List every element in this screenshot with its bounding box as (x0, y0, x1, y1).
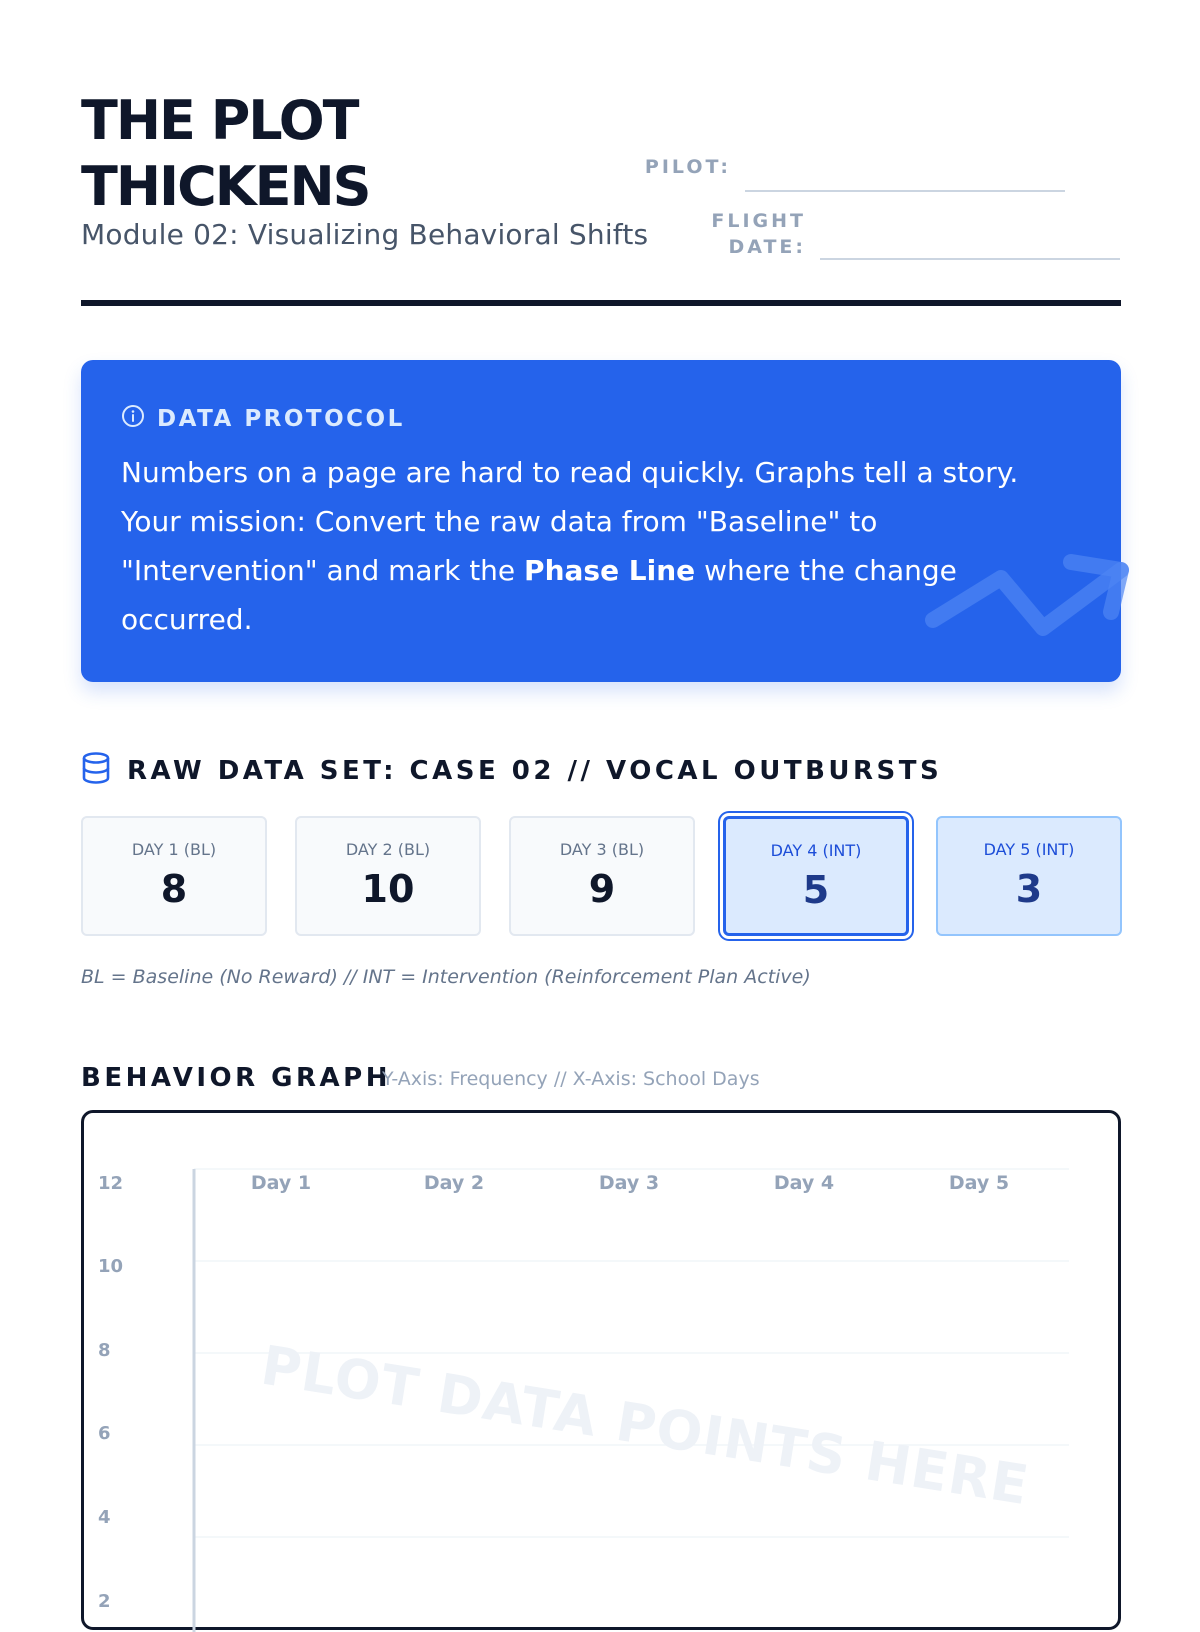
x-day-label: Day 1 (250, 1172, 312, 1194)
data-card-day: DAY 5 (INT) (983, 840, 1075, 859)
data-card-value: 9 (588, 867, 616, 911)
data-card-day-2[interactable] (295, 816, 481, 936)
trend-arrow-icon (921, 550, 1131, 655)
data-card-value: 8 (160, 867, 188, 911)
y-axis-ticks (98, 1173, 123, 1612)
flight-label-line-1: FLIGHT (711, 210, 806, 232)
data-card-value: 10 (361, 867, 415, 911)
protocol-header (121, 404, 405, 433)
raw-data-header (81, 752, 942, 789)
data-card-day-5[interactable] (936, 816, 1122, 936)
y-tick-label: 2 (98, 1591, 111, 1612)
data-card-day-1[interactable] (81, 816, 267, 936)
header-divider (81, 300, 1121, 306)
y-tick-label: 10 (98, 1256, 124, 1277)
data-protocol-panel (81, 360, 1121, 682)
protocol-text-bold: Phase Line (524, 554, 696, 587)
y-tick-label: 12 (98, 1173, 124, 1194)
pilot-label: PILOT: (644, 156, 731, 178)
protocol-label: DATA PROTOCOL (157, 405, 405, 432)
protocol-text (121, 448, 1051, 644)
flight-date-label (660, 208, 806, 260)
x-day-label: Day 2 (423, 1172, 485, 1194)
protocol-text-part-1: Numbers on a page are hard to read quickly. Graphs tell a story. Your mission: Convert the raw data from "Baseline" to "Intervention" and mark the (121, 456, 1019, 587)
x-day-label: Day 5 (948, 1172, 1010, 1194)
x-axis-day-labels (251, 1172, 1009, 1194)
graph-title: BEHAVIOR GRAPH (81, 1063, 391, 1093)
flight-date-field[interactable] (820, 258, 1120, 260)
graph-grid (84, 1113, 1118, 1627)
data-card-day: DAY 1 (BL) (131, 840, 217, 859)
pilot-field[interactable] (745, 190, 1065, 192)
abbreviation-note: BL = Baseline (No Reward) // INT = Intervention (Reinforcement Plan Active) (81, 966, 811, 988)
database-icon (81, 752, 111, 789)
flight-label-line-2: DATE: (728, 236, 806, 258)
graph-watermark: PLOT DATA POINTS HERE (256, 1333, 1034, 1518)
protocol-text-part-2: where the change occurred. (121, 554, 957, 636)
data-card-value: 5 (802, 868, 830, 912)
graph-axis-description: Y-Axis: Frequency // X-Axis: School Days (382, 1068, 760, 1090)
data-card-day: DAY 4 (INT) (770, 841, 862, 860)
y-tick-label: 8 (98, 1340, 111, 1361)
data-card-day-4[interactable] (723, 816, 909, 936)
y-tick-label: 6 (98, 1423, 111, 1444)
raw-data-label: RAW DATA SET: CASE 02 // VOCAL OUTBURSTS (127, 755, 943, 786)
page-subtitle: Module 02: Visualizing Behavioral Shifts (81, 218, 649, 251)
title-line-2: THICKENS (81, 155, 370, 218)
x-day-label: Day 4 (773, 1172, 835, 1194)
y-tick-label: 4 (98, 1507, 111, 1528)
x-day-label: Day 3 (598, 1172, 660, 1194)
data-card-day: DAY 2 (BL) (345, 840, 431, 859)
graph-plot-area[interactable] (81, 1110, 1121, 1630)
data-card-day-3[interactable] (509, 816, 695, 936)
page-title (81, 88, 370, 220)
data-card-day: DAY 3 (BL) (559, 840, 645, 859)
data-card-value: 3 (1015, 867, 1043, 911)
info-circle-icon (121, 404, 145, 433)
title-line-1: THE PLOT (81, 89, 358, 152)
